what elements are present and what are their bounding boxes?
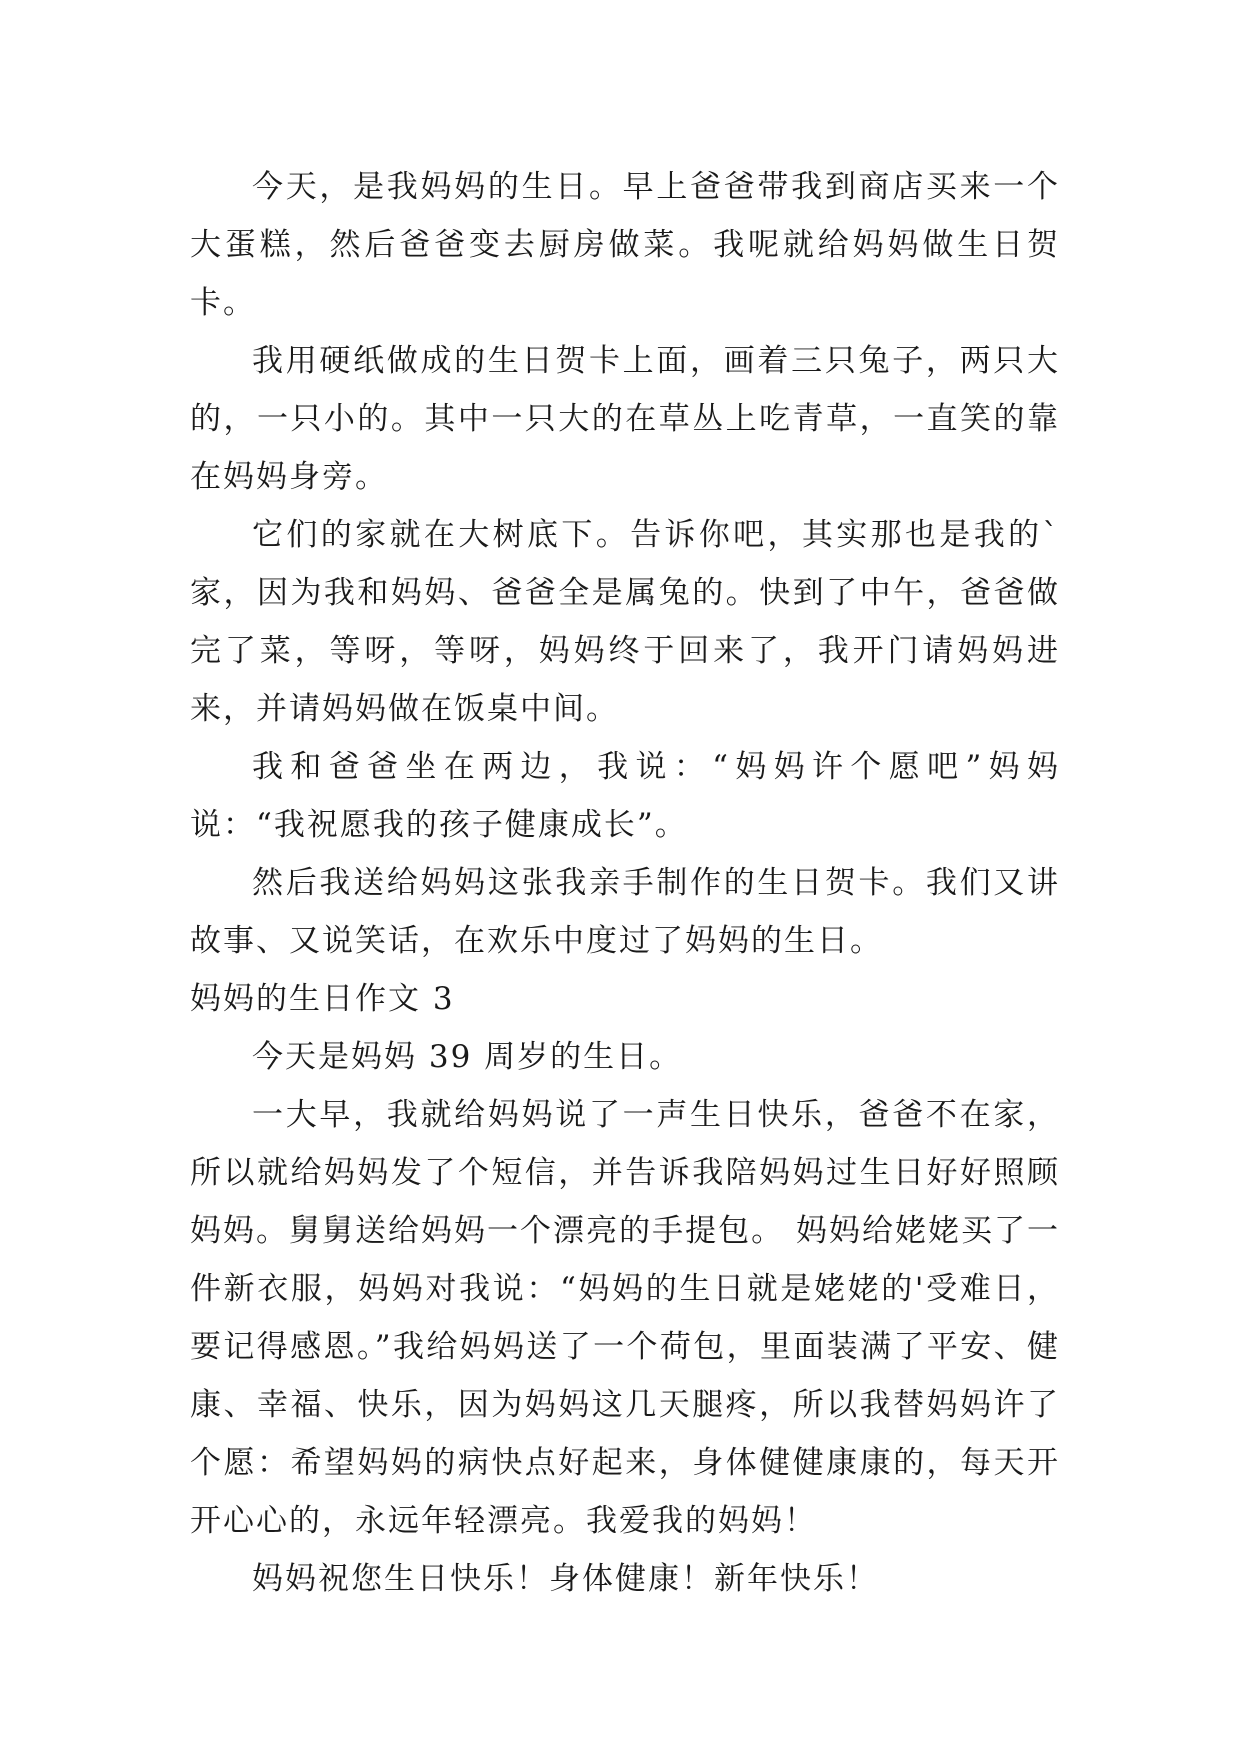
section-title: 妈妈的生日作文 3 (190, 981, 455, 1017)
paragraph: 然后我送给妈妈这张我亲手制作的生日贺卡。我们又讲故事、又说笑话，在欢乐中度过了妈妈的生日。 (190, 865, 1060, 959)
paragraph: 我和爸爸坐在两边，我说：“妈妈许个愿吧”妈妈说：“我祝愿我的孩子健康成长”。 (190, 749, 1060, 843)
paragraph: 妈妈祝您生日快乐！身体健康！新年快乐！ (252, 1561, 879, 1597)
paragraph: 今天是妈妈 39 周岁的生日。 (252, 1039, 683, 1075)
document-body (190, 158, 1060, 1608)
paragraph: 它们的家就在大树底下。告诉你吧，其实那也是我的`家，因为我和妈妈、爸爸全是属兔的。快到了中午，爸爸做完了菜，等呀，等呀，妈妈终于回来了，我开门请妈妈进来，并请妈妈做在饭桌中间。 (190, 517, 1060, 727)
paragraph: 我用硬纸做成的生日贺卡上面，画着三只兔子，两只大的，一只小的。其中一只大的在草丛上吃青草，一直笑的靠在妈妈身旁。 (190, 343, 1060, 495)
paragraph: 一大早，我就给妈妈说了一声生日快乐，爸爸不在家，所以就给妈妈发了个短信，并告诉我陪妈妈过生日好好照顾妈妈。舅舅送给妈妈一个漂亮的手提包。 妈妈给姥姥买了一件新衣服，妈妈对我说：“妈妈的生日就是姥姥的'受难日，要记得感恩。”我给妈妈送了一个荷包，里面装满了平安、健康、幸福、快乐，因为妈妈这几天腿疼，所以我替妈妈许了个愿：希望妈妈的病快点好起来，身体健健康康的，每天开开心心的，永远年轻漂亮。我爱我的妈妈！ (190, 1097, 1060, 1539)
paragraph: 今天，是我妈妈的生日。早上爸爸带我到商店买来一个大蛋糕，然后爸爸变去厨房做菜。我呢就给妈妈做生日贺卡。 (190, 169, 1060, 321)
